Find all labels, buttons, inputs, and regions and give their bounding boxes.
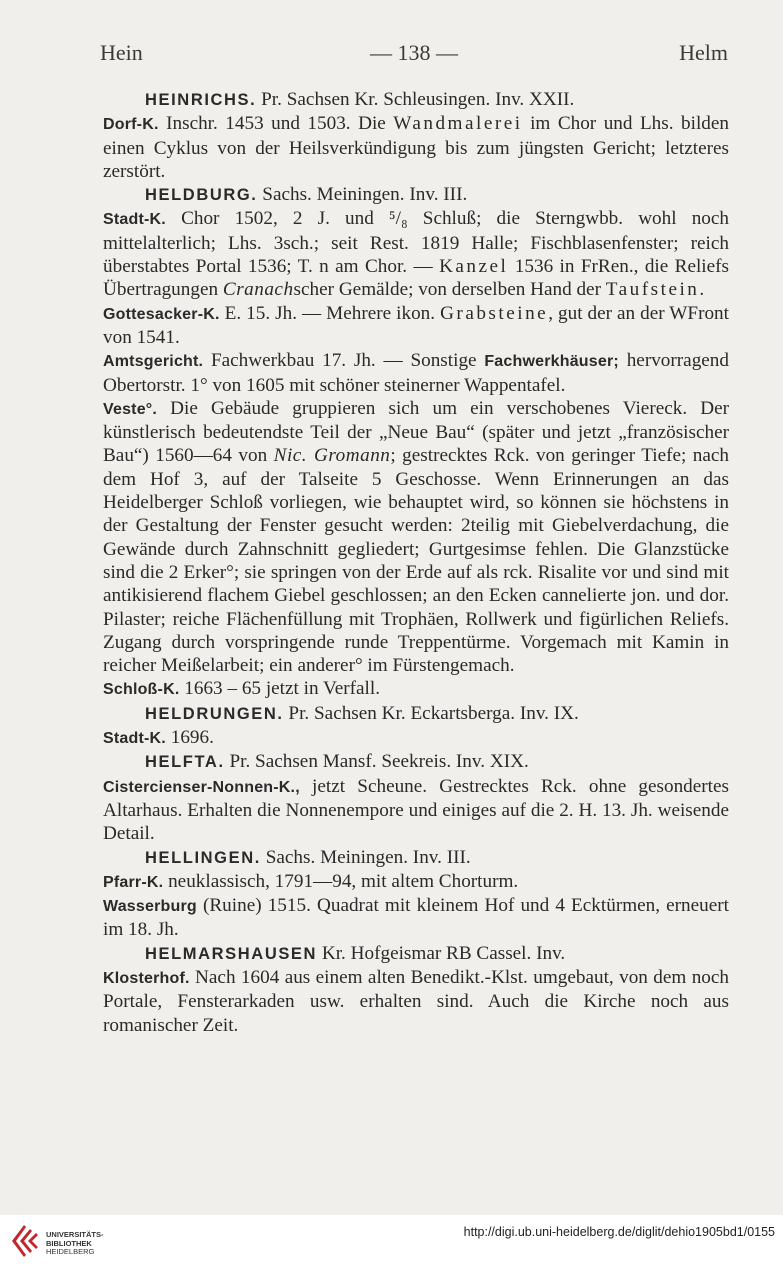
entry-text: 1696. [165, 727, 214, 749]
entry-text: E. 15. Jh. — Mehrere ikon. [219, 302, 441, 324]
entry-text: Kr. Hofgeismar RB Cassel. Inv. [317, 942, 566, 964]
entry-paragraph [103, 397, 729, 678]
entry-paragraph [103, 775, 729, 846]
entry-paragraph [103, 207, 729, 301]
header-left: Hein [100, 40, 143, 65]
entry-text: Sachs. Meiningen. Inv. III. [260, 846, 471, 868]
entry-text: scher Gemälde; von derselben Hand der [293, 279, 606, 301]
place-name: HEINRICHS. [145, 91, 257, 109]
entry-text: , gut der an der WFront von 1541. [103, 302, 729, 348]
library-logo-icon [8, 1221, 42, 1263]
entry-text: Wandmalerei [393, 113, 523, 135]
entry-keyword: Dorf-K. [103, 116, 159, 134]
entry-keyword: Amtsgericht. [103, 353, 204, 371]
place-heading [103, 750, 729, 774]
entry-paragraph [103, 677, 729, 701]
place-name: HELFTA. [145, 753, 225, 772]
entry-text: 1536 in FrRen., die Reliefs Übertragungen [103, 256, 730, 301]
place-name: HELLINGEN. [145, 848, 261, 867]
entry-text: neuklassisch, 1791—94, mit altem Chorturm. [163, 870, 519, 892]
footer-bar [0, 1215, 783, 1271]
entry-text: Pr. Sachsen Mansf. Seekreis. Inv. XIX. [224, 751, 529, 773]
entry-keyword: Fachwerkhäuser; [484, 353, 619, 371]
place-heading [103, 846, 729, 870]
page-body [103, 88, 729, 1037]
library-line-1: UNIVERSITÄTS- [46, 1230, 104, 1239]
entry-paragraph [103, 349, 729, 397]
place-heading [103, 183, 729, 207]
entry-text: Fachwerkbau 17. Jh. — Sonstige [203, 350, 485, 372]
entry-keyword: Gottesacker-K. [103, 305, 220, 323]
entry-keyword: Wasserburg [103, 898, 197, 916]
entry-text: 1663 – 65 jetzt in Verfall. [179, 678, 381, 700]
place-heading [103, 702, 729, 726]
entry-keyword: Cistercienser-Nonnen-K., [103, 778, 300, 796]
library-name [46, 1231, 104, 1257]
entry-keyword: Stadt-K. [103, 730, 166, 748]
entry-text: Inschr. 1453 und 1503. Die [158, 113, 394, 135]
running-header [100, 40, 728, 70]
entry-paragraph [103, 894, 729, 942]
entry-text: Taufstein [605, 279, 700, 301]
place-heading [103, 88, 729, 112]
entry-text: Pr. Sachsen Kr. Eckartsberga. Inv. IX. [283, 702, 579, 724]
entry-text: Nach 1604 aus einem alten Benedikt.-Klst. umgebaut, von dem noch Portale, Fensterarkaden usw. erhalten sind. Auch die Kirche noch aus romanischer Zeit. [103, 966, 729, 1036]
entry-keyword: Stadt-K. [103, 211, 166, 229]
entry-text: Die Gebäude gruppieren sich um ein verschobenes Viereck. Der künstlerisch bedeutendste Teil der „Neue Bau“ (später und jetzt „französischer Bau“) 1560—64 von [103, 397, 729, 467]
entry-text: Grabsteine [440, 302, 549, 324]
entry-text: Cranach [222, 279, 294, 301]
entry-text: ; gestrecktes Rck. von geringer Tiefe; nach dem Hof 3, auf der Talseite 5 Geschosse. Wenn Erinnerungen an das Heidelberger Schloß vorliegen, wie behauptet wird, so können sie höchstens in der Gestaltung der Fenster gesucht werden: 2teilig mit Giebelverdachung, die Gewände durch Zahnschnitt gegliedert; Gurtgesimse fehlen. Die Glanzstücke sind die 2 Erker°; sie springen von der Erde auf als rck. Risalite vor und sind mit antikisierend flachem Giebel geschlossen; an den Ecken cannelierte jon. und dor. Pilaster; reiche Flächenfüllung mit Trophäen, Rollwerk und figürlichen Reliefs. Zugang durch vorspringende runde Treppentürme. Vorgemach mit Kamin in reicher Meißelarbeit; ein anderer° im Fürstengemach. [103, 445, 729, 677]
page-number: — 138 — [370, 40, 458, 65]
entry-text: im Chor und Lhs. bilden einen Cyklus von der Heilsverkündigung bis zum jüngsten Gericht; letzteres zerstört. [103, 113, 729, 182]
entry-keyword: Pfarr-K. [103, 873, 164, 891]
entry-paragraph [103, 870, 729, 894]
entry-text: Sachs. Meiningen. Inv. III. [257, 184, 468, 206]
library-line-3: HEIDELBERG [46, 1247, 95, 1256]
entry-keyword: Veste°. [103, 400, 158, 418]
permalink-url[interactable]: http://digi.ub.uni-heidelberg.de/diglit/dehio1905bd1/0155 [463, 1225, 775, 1239]
entry-text: jetzt Scheune. Gestrecktes Rck. ohne gesondertes Altarhaus. Erhalten die Nonnenempore und einiges auf die 2. H. 13. Jh. weisende Detail. [103, 775, 729, 845]
entry-text: Pr. Sachsen Kr. Schleusingen. Inv. XXII. [256, 89, 575, 110]
entry-paragraph [103, 726, 729, 750]
place-name: HELMARSHAUSEN [145, 944, 318, 963]
place-name: HELDBURG. [145, 186, 258, 205]
place-heading [103, 942, 729, 966]
entry-text: Chor 1502, 2 J. und ⁵/₈ Schluß; die Sterngwbb. wohl noch mittelalterlich; Lhs. 3sch.; seit Rest. 1819 Halle; Fischblasenfenster; reich überstabtes Portal 1536; T. n am Chor. — [103, 208, 729, 278]
entry-paragraph [103, 966, 729, 1037]
place-name: HELDRUNGEN. [145, 704, 284, 723]
entry-keyword: Schloß-K. [103, 681, 180, 699]
entry-text: Nic. Gromann [273, 445, 391, 467]
header-right: Helm [679, 40, 728, 65]
entry-text: . [699, 279, 705, 301]
entry-keyword: Klosterhof. [103, 969, 190, 987]
entry-text: hervorragend Obertorstr. 1° von 1605 mit schöner steinerner Wappentafel. [103, 350, 729, 396]
entry-paragraph [103, 302, 729, 350]
entry-text: (Ruine) 1515. Quadrat mit kleinem Hof und 4 Ecktürmen, erneuert im 18. Jh. [103, 895, 729, 941]
entry-text: Kanzel [439, 256, 509, 278]
entry-paragraph [103, 112, 729, 183]
library-line-2: BIBLIOTHEK [46, 1238, 92, 1248]
